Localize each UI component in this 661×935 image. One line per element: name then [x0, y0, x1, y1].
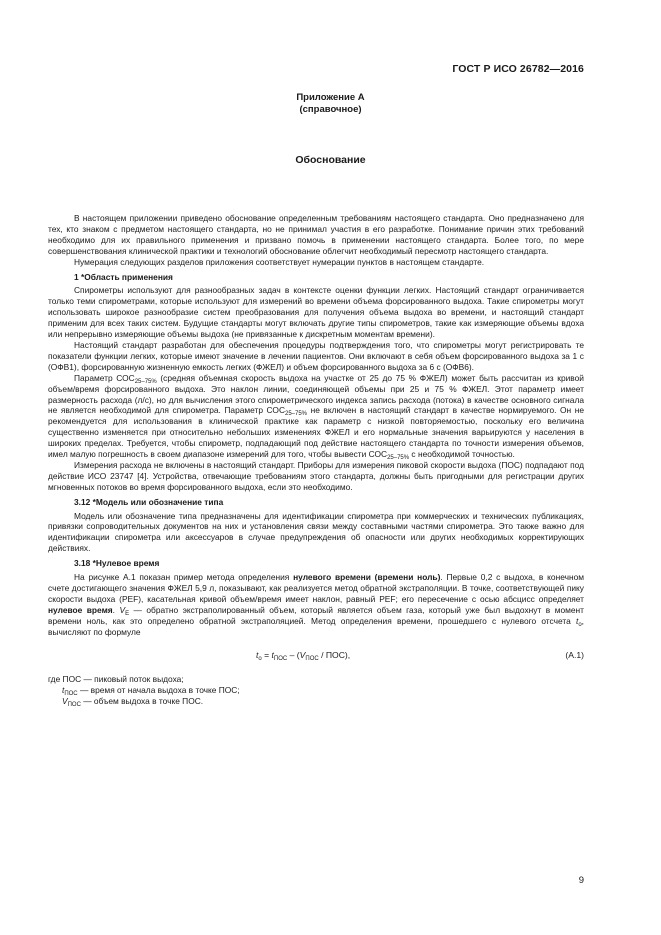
document-body [48, 213, 584, 707]
scope-paragraph: Измерения расхода не включены в настоящий стандарт. Приборы для измерения пиковой скорости выдоха (ПОС) подпадают под действие ИСО 23747 [4]. Устройства, отвечающие требованиям этого стандарта, должны быть пригодными для регистрации других мгновенных потоков во время форсированного выдоха, если это необходимо. [48, 459, 584, 492]
zero-time-paragraph: На рисунке А.1 показан пример метода определения нулевого времени (времени ноль). Первые 0,2 с выдоха, в конечном счете достигающего значения ФЖЕЛ 5,9 л, показывают, как реализуется метод обратной экстраполяции. В точке, соответствующей пику скорости выдоха (PEF), касательная кривой объем/время имеет наклон, равный PEF; его пересечение с осью абсцисс определяет нулевое время. $V_E$ — обратно экстраполированный объем, который является объем газа, который уже был выдохнут в момент времени ноль, как это определено обратной экстраполяцией. Метод определения времени, прошедшего с нулевого отсчета $t_o$, вычисляют по формуле [48, 572, 584, 637]
scope-paragraph: Настоящий стандарт разработан для обеспечения процедуры подтверждения того, что спирометры могут регистрировать те показатели функции легких, которые имеют значение в лечении пациентов. Они включают в себя объем форсированного выдоха за 1 с (ОФВ1), форсированную жизненную емкость легких (ФЖЕЛ) и объем форсированного выдоха за 6 с (ОФВ6). [48, 339, 584, 372]
intro-paragraph: В настоящем приложении приведено обоснование определенным требованиям настоящего стандарта. Оно предназначено для тех, кто знаком с предметом настоящего стандарта, но не принимал участия в его разработке. Понимание причин этих требований необходимо для их правильного применения и призвано помочь в применении настоящего стандарта. Более того, по мере совершенствования клинической практики и технологий обоснование облегчит необходимый пересмотр настоящего стандарта. [48, 213, 584, 256]
document-code: ГОСТ Р ИСО 26782—2016 [452, 63, 584, 75]
scope-paragraph: Спирометры используют для разнообразных задач в контексте оценки функции легких. Настоящий стандарт ограничивается только теми спирометрами, которые используют для измерений во времени объема форсированного выдоха. Такие спирометры могут использовать широкое разнообразие систем преобразования для получения объема выдоха во времени, и настоящий стандарт применим для всех таких систем. Будущие стандарты могут включать другие типы спирометров, такие как измеряющие объемы вдоха или непрерывно измеряющие объемы выдоха (не привязанные к дискретным моментам времени). [48, 285, 584, 340]
section-heading-zero-time: 3.18 *Нулевое время [74, 558, 160, 569]
model-paragraph: Модель или обозначение типа предназначены для идентификации спирометра при коммерческих и технических публикациях, привязки сопроводительных документов на них и установления связи между составными частями спирометра. Это также важно для идентификации спирометра или аксессуаров в случае предупреждения об опасности или других необходимых корректирующих действиях. [48, 510, 584, 554]
formula-number: (А.1) [565, 649, 584, 660]
legend-line: где ПОС — пиковый поток выдоха; [48, 673, 184, 684]
scope-paragraph: Параметр $СОС_{25-75\%}$ (средняя объемная скорость выдоха на участке от 25 до 75 % ФЖЕЛ) может быть рассчитан из кривой объем/время форсированного выдоха. Это наклон линии, соединяющей объемы при 25 и 75 % ФЖЕЛ. Этот параметр имеет размерность расхода (л/с), но для вычисления этого спирометрического индекса запись расхода (потока) в качестве основного сигнала не является необходимой для спирометра. Параметр $СОС_{25-75\%}$ не включен в настоящий стандарт в качестве нормируемого. Он не рекомендуется для использования в клинической практике как параметр с низкой повторяемостью, поскольку его величина существенно изменяется при относительно небольших изменениях ФЖЕЛ и его нормальные значения варьируются у населения в широких пределах. Требуется, чтобы спирометр, подпадающий под действие настоящего стандарта по точности измерения объемов, имел малую погрешность в своем диапазоне измерений для того, чтобы вывести $СОС_{25-75\%}$ с необходимой точностью. [48, 372, 584, 462]
legend-line: $V_{ПОС}$ — объем выдоха в точке ПОС. [62, 695, 204, 708]
section-heading-model: 3.12 *Модель или обозначение типа [74, 496, 224, 507]
intro-paragraph: Нумерация следующих разделов приложения соответствует нумерации пунктов в настоящем стандарте. [74, 256, 485, 267]
appendix-title: Приложение А [296, 92, 365, 103]
section-heading-scope: 1 *Область применения [74, 271, 173, 282]
legend-line: $t_{ПОС}$ — время от начала выдоха в точке ПОС; [62, 684, 240, 697]
formula-expression: $t_o = t_{ПОС} - (V_{ПОС} / ПОС)$, [256, 649, 351, 662]
page-number: 9 [578, 875, 584, 886]
formula-legend [48, 674, 584, 707]
appendix-heading [0, 92, 661, 116]
section-title: Обоснование [295, 154, 366, 166]
appendix-subtitle: (справочное) [299, 104, 362, 115]
formula-a1 [48, 650, 584, 664]
